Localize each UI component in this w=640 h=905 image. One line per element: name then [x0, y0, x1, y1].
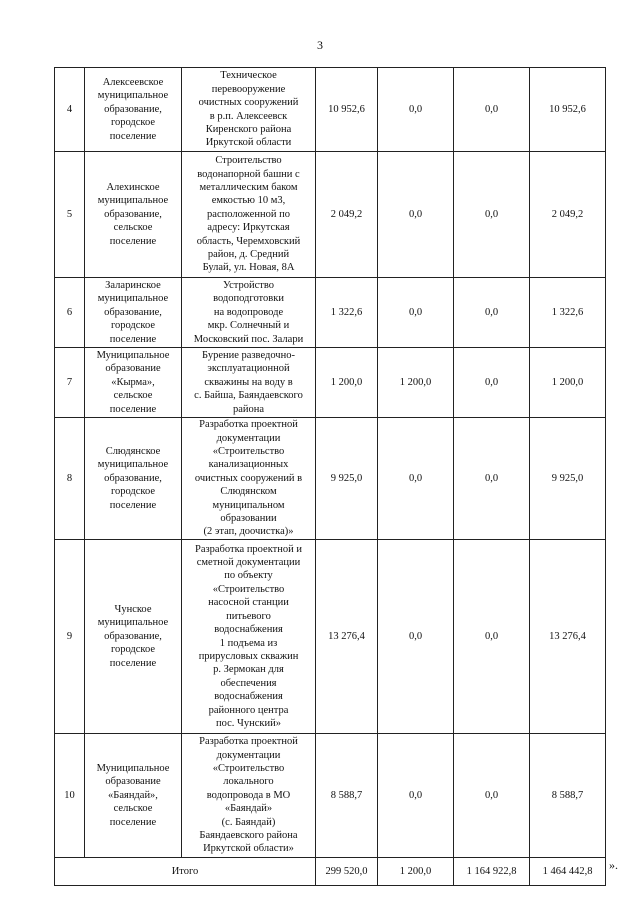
municipality-cell-line: поселение — [109, 235, 157, 247]
municipality-cell-line: Чунское — [114, 603, 152, 615]
project-cell — [182, 152, 316, 278]
municipality-cell-line: «Баяндай», — [108, 789, 158, 801]
project-cell — [182, 348, 316, 418]
value-col-1: 0,0 — [378, 540, 454, 734]
project-cell-line: района — [232, 403, 265, 415]
project-cell-line: емкостью 10 м3, — [211, 195, 286, 207]
row-number: 10 — [55, 734, 85, 858]
municipality-cell-line: Заларинское — [105, 279, 161, 291]
municipality-cell-line: муниципальное — [97, 617, 169, 629]
project-cell-line: питьевого — [226, 610, 271, 622]
municipality-cell — [85, 348, 182, 418]
project-cell-line: адресу: Иркутская — [207, 222, 290, 234]
project-cell-line: металлическим баком — [199, 181, 298, 193]
value-col-1: 0,0 — [378, 152, 454, 278]
project-cell-line: Слюдянском — [220, 486, 277, 498]
project-cell-line: сметной документации — [196, 557, 301, 569]
table-row — [55, 348, 606, 418]
row-number: 6 — [55, 278, 85, 348]
project-cell-line: районного центра — [208, 704, 289, 716]
project-cell-line: Московский пос. Залари — [193, 333, 304, 345]
municipality-cell-line: муниципальное — [97, 90, 169, 102]
value-col-2: 0,0 — [454, 152, 530, 278]
closing-quote: ». — [609, 858, 618, 872]
project-cell-line: муниципальном — [212, 499, 285, 511]
value-col-2: 0,0 — [454, 540, 530, 734]
project-cell-line: водоподготовки — [213, 293, 284, 305]
project-cell-line: Иркутской области — [205, 137, 292, 149]
municipality-cell-line: образование, — [104, 103, 162, 115]
project-cell-line: Бурение разведочно- — [202, 349, 295, 361]
financing-table — [54, 67, 606, 886]
project-cell-line: с. Байша, Баяндаевского — [194, 390, 303, 402]
project-cell-line: очистных сооружений в — [194, 472, 303, 484]
project-cell-line: эксплуатационной — [207, 363, 290, 375]
project-cell-line: Устройство — [222, 279, 275, 291]
project-cell-line: Разработка проектной и — [194, 543, 303, 555]
municipality-cell-line: поселение — [109, 816, 157, 828]
project-cell-line: насосной станции — [208, 597, 289, 609]
total-value: 10 952,6 — [316, 68, 378, 152]
project-cell-line: водонапорной башни с — [197, 168, 300, 180]
municipality-cell-line: городское — [110, 117, 156, 129]
project-cell-line: документации — [216, 432, 281, 444]
municipality-cell-line: муниципальное — [97, 195, 169, 207]
municipality-cell-line: Муниципальное — [96, 349, 170, 361]
row-number: 4 — [55, 68, 85, 152]
value-col-3: 10 952,6 — [530, 68, 606, 152]
municipality-cell-line: городское — [110, 644, 156, 656]
total-value: 9 925,0 — [316, 418, 378, 540]
itogo-label: Итого — [55, 858, 316, 886]
municipality-cell-line: поселение — [109, 130, 157, 142]
municipality-cell-line: поселение — [109, 333, 157, 345]
municipality-cell-line: поселение — [109, 403, 157, 415]
value-col-1: 0,0 — [378, 68, 454, 152]
project-cell-line: расположенной по — [207, 208, 290, 220]
municipality-cell-line: сельское — [113, 803, 153, 815]
itogo-v2: 1 164 922,8 — [454, 858, 530, 886]
project-cell-line: (с. Баяндай) — [221, 816, 276, 828]
project-cell-line: Строительство — [215, 155, 282, 167]
municipality-cell-line: Алехинское — [106, 181, 160, 193]
project-cell-line: «Строительство — [212, 762, 285, 774]
project-cell-line: Разработка проектной — [199, 419, 298, 431]
municipality-cell-line: городское — [110, 320, 156, 332]
project-cell — [182, 734, 316, 858]
municipality-cell-line: образование, — [104, 630, 162, 642]
project-cell-line: по объекту — [224, 570, 273, 582]
municipality-cell-line: образование, — [104, 472, 162, 484]
project-cell — [182, 68, 316, 152]
value-col-1: 1 200,0 — [378, 348, 454, 418]
project-cell-line: «Баяндай» — [224, 803, 273, 815]
municipality-cell — [85, 68, 182, 152]
project-cell-line: перевооружение — [211, 83, 286, 95]
project-cell-line: на водопроводе — [213, 306, 284, 318]
municipality-cell-line: сельское — [113, 222, 153, 234]
municipality-cell-line: муниципальное — [97, 459, 169, 471]
table-row — [55, 278, 606, 348]
project-cell-line: документации — [216, 749, 281, 761]
project-cell — [182, 540, 316, 734]
municipality-cell-line: муниципальное — [97, 293, 169, 305]
value-col-1: 0,0 — [378, 734, 454, 858]
municipality-cell-line: поселение — [109, 499, 157, 511]
value-col-1: 0,0 — [378, 418, 454, 540]
project-cell-line: Техническое — [220, 70, 277, 82]
value-col-1: 0,0 — [378, 278, 454, 348]
project-cell-line: Баяндаевского района — [199, 830, 298, 842]
project-cell — [182, 278, 316, 348]
total-value: 2 049,2 — [316, 152, 378, 278]
municipality-cell-line: Слюдянское — [105, 445, 161, 457]
table-row — [55, 152, 606, 278]
municipality-cell — [85, 540, 182, 734]
municipality-cell-line: «Кырма», — [111, 376, 155, 388]
itogo-v1: 1 200,0 — [378, 858, 454, 886]
municipality-cell-line: образование, — [104, 208, 162, 220]
municipality-cell-line: Алексеевское — [102, 76, 164, 88]
project-cell-line: очистных сооружений — [198, 97, 299, 109]
project-cell-line: водоснабжения — [214, 691, 283, 703]
municipality-cell-line: Муниципальное — [96, 762, 170, 774]
total-value: 13 276,4 — [316, 540, 378, 734]
project-cell-line: скважины на воду в — [204, 376, 293, 388]
municipality-cell — [85, 734, 182, 858]
total-value: 1 322,6 — [316, 278, 378, 348]
table-row — [55, 418, 606, 540]
value-col-3: 9 925,0 — [530, 418, 606, 540]
page-number: 3 — [317, 38, 323, 52]
total-value: 8 588,7 — [316, 734, 378, 858]
municipality-cell-line: сельское — [113, 390, 153, 402]
row-number: 7 — [55, 348, 85, 418]
municipality-cell — [85, 152, 182, 278]
value-col-3: 2 049,2 — [530, 152, 606, 278]
value-col-2: 0,0 — [454, 734, 530, 858]
project-cell-line: Булай, ул. Новая, 8А — [202, 262, 295, 274]
project-cell-line: водоснабжения — [214, 624, 283, 636]
project-cell-line: прирусловых скважин — [198, 650, 299, 662]
project-cell-line: «Строительство — [212, 583, 285, 595]
itogo-v3: 1 464 442,8 — [530, 858, 606, 886]
table-row — [55, 734, 606, 858]
row-number: 8 — [55, 418, 85, 540]
project-cell-line: Киренского района — [205, 123, 292, 135]
project-cell-line: локального — [223, 776, 274, 788]
project-cell-line: 1 подъема из — [219, 637, 278, 649]
municipality-cell-line: образование — [105, 776, 161, 788]
value-col-3: 1 322,6 — [530, 278, 606, 348]
project-cell-line: канализационных — [208, 459, 289, 471]
row-number: 5 — [55, 152, 85, 278]
municipality-cell-line: городское — [110, 486, 156, 498]
project-cell — [182, 418, 316, 540]
municipality-cell — [85, 278, 182, 348]
project-cell-line: обеспечения — [220, 677, 277, 689]
project-cell-line: Иркутской области» — [203, 843, 294, 855]
municipality-cell-line: поселение — [109, 657, 157, 669]
table-row — [55, 540, 606, 734]
project-cell-line: район, д. Средний — [207, 249, 290, 261]
value-col-3: 8 588,7 — [530, 734, 606, 858]
row-number: 9 — [55, 540, 85, 734]
project-cell-line: водопровода в МО — [206, 789, 291, 801]
project-cell-line: Разработка проектной — [199, 736, 298, 748]
project-cell-line: пос. Чунский» — [216, 717, 281, 729]
project-cell-line: в р.п. Алексеевск — [209, 110, 288, 122]
value-col-2: 0,0 — [454, 418, 530, 540]
value-col-2: 0,0 — [454, 278, 530, 348]
project-cell-line: (2 этап, доочистка)» — [203, 526, 294, 538]
project-cell-line: область, Черемховский — [196, 235, 301, 247]
itogo-row — [55, 858, 606, 886]
municipality-cell-line: образование — [105, 363, 161, 375]
municipality-cell-line: образование, — [104, 306, 162, 318]
project-cell-line: мкр. Солнечный и — [207, 320, 290, 332]
value-col-2: 0,0 — [454, 348, 530, 418]
municipality-cell — [85, 418, 182, 540]
project-cell-line: образовании — [220, 513, 277, 525]
value-col-2: 0,0 — [454, 68, 530, 152]
value-col-3: 13 276,4 — [530, 540, 606, 734]
itogo-total: 299 520,0 — [316, 858, 378, 886]
value-col-3: 1 200,0 — [530, 348, 606, 418]
table-row — [55, 68, 606, 152]
project-cell-line: «Строительство — [212, 445, 285, 457]
total-value: 1 200,0 — [316, 348, 378, 418]
project-cell-line: р. Зермокан для — [213, 664, 284, 676]
